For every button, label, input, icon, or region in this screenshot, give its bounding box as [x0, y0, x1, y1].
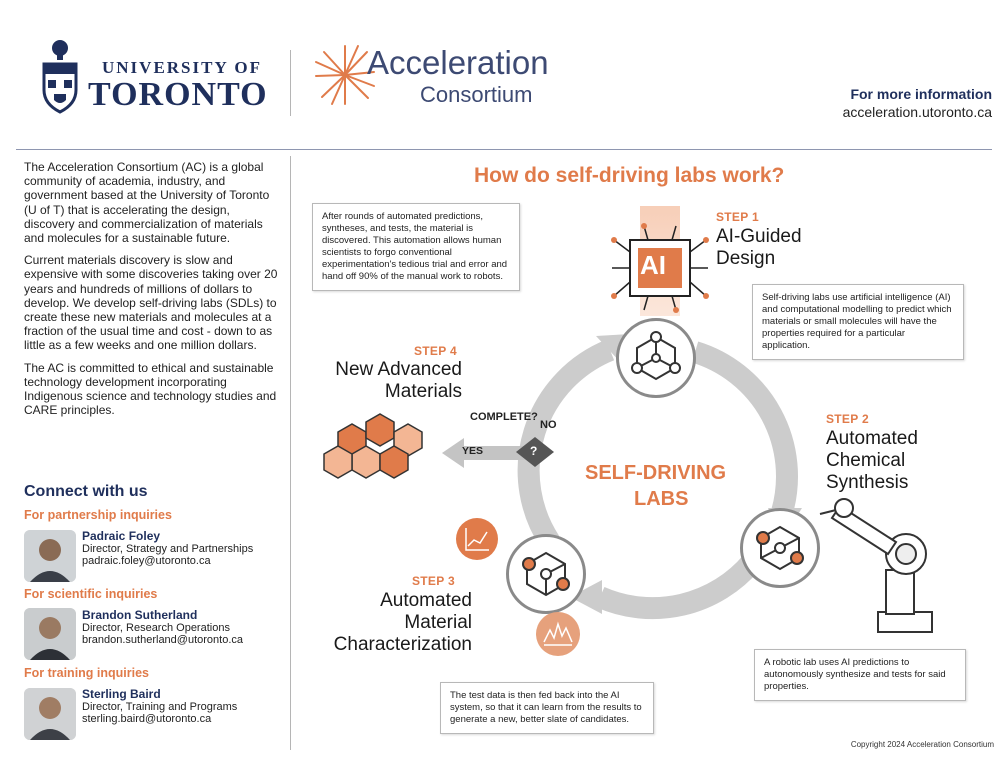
step2-title-line2: Chemical — [826, 450, 906, 471]
complete-label: COMPLETE? — [470, 411, 538, 423]
yes-label: YES — [462, 445, 484, 457]
step1-label: STEP 1 — [716, 210, 759, 224]
step3-molecule-icon — [506, 534, 586, 614]
contact-category-scientific: For scientific inquiries — [24, 587, 158, 601]
no-label: NO — [540, 419, 557, 431]
more-info-url[interactable]: acceleration.utoronto.ca — [842, 104, 992, 120]
intro-text — [24, 160, 282, 425]
ac-wordmark-line2: Consortium — [420, 82, 533, 107]
contact-category-partnership: For partnership inquiries — [24, 508, 172, 522]
ai-chip-text: AI — [640, 250, 666, 280]
uoft-wordmark-line1: UNIVERSITY OF — [102, 58, 262, 77]
contact-name: Sterling Baird — [82, 687, 161, 701]
robot-arm-icon — [800, 492, 940, 642]
step3-label: STEP 3 — [412, 574, 455, 588]
header — [0, 0, 1008, 150]
step1-description-box: Self-driving labs use artificial intelligence (AI) and computational modelling to predict which materials or small molecules will have the properties required for a particular application. — [752, 284, 964, 360]
step1-title-line1: AI-Guided — [716, 226, 802, 247]
header-divider — [290, 50, 291, 116]
step2-description-box: A robotic lab uses AI predictions to autonomously synthesize and tests for said properties. — [754, 649, 966, 701]
copyright: Copyright 2024 Acceleration Consortium — [850, 740, 994, 749]
step4-label: STEP 4 — [414, 344, 457, 358]
column-divider — [290, 156, 291, 750]
step1-title-line2: Design — [716, 248, 776, 269]
contact-name: Brandon Sutherland — [82, 608, 198, 622]
avatar-padraic-foley — [24, 530, 76, 582]
step2-title-line1: Automated — [826, 428, 918, 449]
step3-title-line1: Automated — [380, 590, 472, 611]
contact-email[interactable]: padraic.foley@utoronto.ca — [82, 555, 211, 567]
spectrum-chart-icon — [536, 612, 580, 656]
contact-category-training: For training inquiries — [24, 666, 150, 680]
step3-title-line2: Material — [404, 612, 472, 633]
step2-title-line3: Synthesis — [826, 472, 909, 493]
intro-paragraph-3: The AC is committed to ethical and sustainable technology development incorporating Indigenous science and technology studies and CARE principles. — [24, 360, 277, 418]
more-info-label: For more information — [850, 86, 992, 102]
contact-card-padraic-foley — [82, 529, 253, 567]
line-chart-icon — [456, 518, 498, 560]
uoft-wordmark-line2: TORONTO — [88, 76, 268, 113]
step3-title-line3: Characterization — [333, 634, 472, 655]
new-materials-cubes-icon — [318, 410, 438, 490]
contact-card-sterling-baird — [82, 687, 237, 725]
avatar-brandon-sutherland — [24, 608, 76, 660]
contact-card-brandon-sutherland — [82, 608, 243, 646]
center-label-line1: SELF-DRIVING — [585, 462, 727, 484]
diagram-title: How do self-driving labs work? — [474, 164, 785, 187]
uoft-crest-icon — [40, 38, 80, 114]
step3-description-box: The test data is then fed back into the AI system, so that it can learn from the results to generate a new, better slate of candidates. — [440, 682, 654, 734]
contact-title: Director, Strategy and Partnerships — [82, 543, 254, 555]
contact-title: Director, Research Operations — [82, 622, 230, 634]
intro-paragraph-1: The Acceleration Consortium (AC) is a global community of academia, industry, and government based at the University of Toronto (U of T) that is accelerating the design, discovery and commercialization of materials and molecules for a sustainable future. — [24, 160, 270, 246]
step1-molecule-icon — [616, 318, 696, 398]
contact-title: Director, Training and Programs — [82, 701, 238, 713]
intro-paragraph-2: Current materials discovery is slow and expensive with some discoveries taking over 20 years and hundreds of millions of dollars to develop. We develop self-driving labs (SDLs) to create these new materials and molecules at a fraction of the usual time and cost - down to as little as a few weeks and one million dollars. — [24, 253, 278, 353]
step4-title-line1: New Advanced — [335, 359, 462, 380]
contact-name: Padraic Foley — [82, 529, 161, 543]
ac-wordmark-line1: Acceleration — [367, 44, 549, 81]
contact-email[interactable]: brandon.sutherland@utoronto.ca — [82, 634, 243, 646]
avatar-sterling-baird — [24, 688, 76, 740]
connect-heading: Connect with us — [24, 483, 148, 500]
header-rule — [16, 149, 992, 150]
step2-label: STEP 2 — [826, 412, 869, 426]
step4-description-box: After rounds of automated predictions, syntheses, and tests, the material is discovered. This automation allows human scientists to forgo conventional experimentation's tedious trial and error and hand off 90% of the manual work to robots. — [312, 203, 520, 291]
contact-email[interactable]: sterling.baird@utoronto.ca — [82, 713, 212, 725]
decision-question-mark: ? — [530, 444, 538, 458]
center-label-line2: LABS — [634, 488, 689, 510]
step4-title-line2: Materials — [384, 381, 462, 402]
